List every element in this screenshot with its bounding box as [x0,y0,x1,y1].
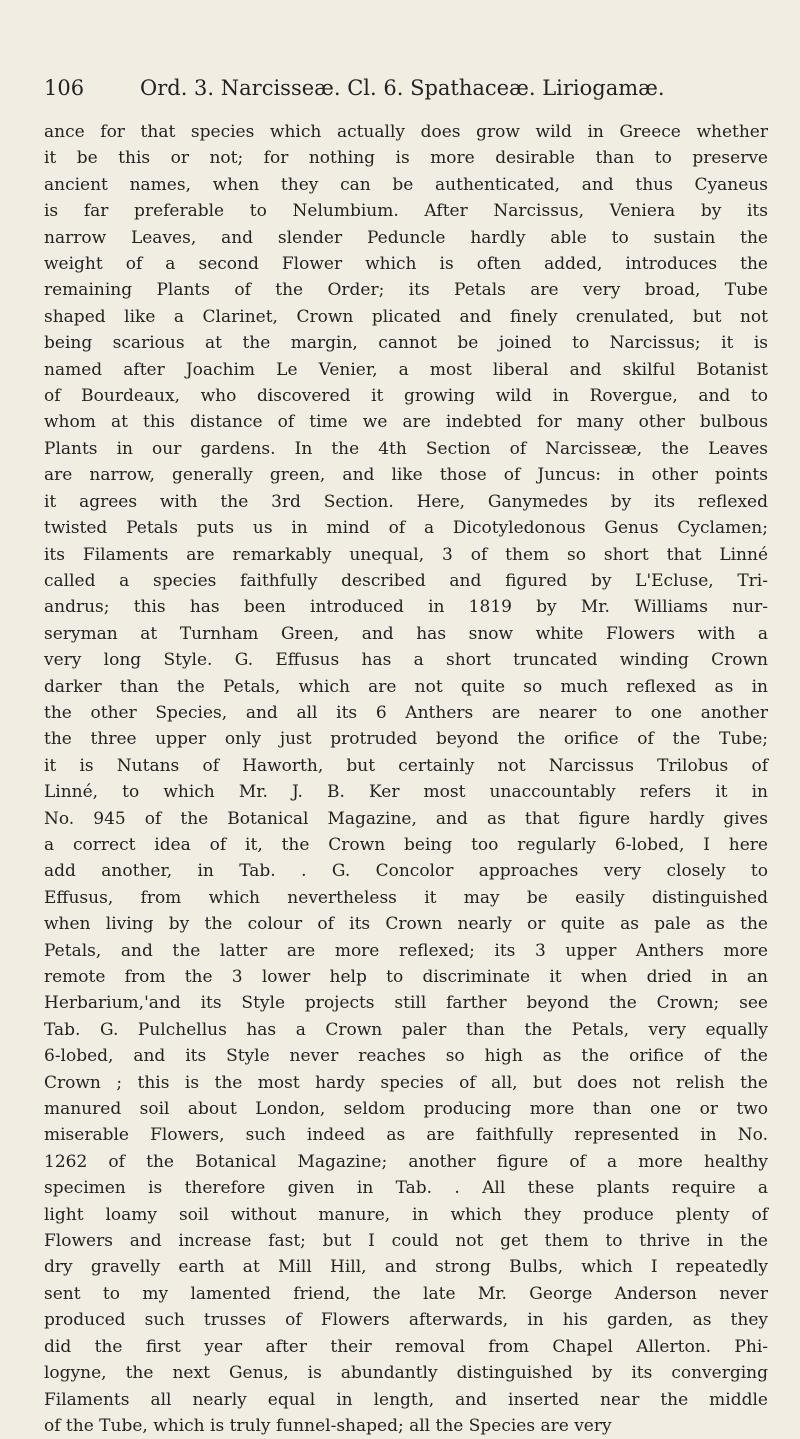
text-line: being scarious at the margin, cannot be joined to Narcissus; it is [44,333,768,354]
text-line: miserable Flowers, such indeed as are faithfully represented in No. [44,1125,768,1146]
text-line: darker than the Petals, which are not quite so much reflexed as in [44,676,768,697]
text-line: andrus; this has been introduced in 1819 by Mr. Williams nur- [44,597,768,618]
text-line: a correct idea of it, the Crown being too regularly 6-lobed, I here [44,834,768,855]
text-line: light loamy soil without manure, in which they produce plenty of [44,1204,768,1225]
text-line: ance for that species which actually does grow wild in Greece whether [44,122,768,142]
text-line: add another, in Tab. . G. Concolor approaches very closely to [44,861,768,882]
text-line: whom at this distance of time we are indebted for many other bulbous [44,412,768,433]
text-line: when living by the colour of its Crown nearly or quite as pale as the [44,914,768,935]
text-line: manured soil about London, seldom producing more than one or two [44,1099,768,1120]
text-line: it is Nutans of Haworth, but certainly not Narcissus Trilobus of [44,755,768,776]
text-line: weight of a second Flower which is often added, introduces the [44,254,768,275]
text-line: Effusus, from which nevertheless it may be easily distinguished [44,887,768,908]
body-paragraph [44,119,768,1439]
text-line: the other Species, and all its 6 Anthers are nearer to one another [44,702,768,723]
text-line: twisted Petals puts us in mind of a Dicotyledonous Genus Cyclamen; [44,518,768,539]
page-number: 106 [44,76,85,100]
text-line: Linné, to which Mr. J. B. Ker most unaccountably refers it in [44,782,768,803]
text-line: sent to my lamented friend, the late Mr. George Anderson never [44,1283,768,1304]
text-line: 1262 of the Botanical Magazine; another figure of a more healthy [44,1151,768,1172]
text-line: remaining Plants of the Order; its Petals are very broad, Tube [44,280,768,301]
text-line: very long Style. G. Effusus has a short truncated winding Crown [44,650,768,671]
text-line: Crown ; this is the most hardy species of all, but does not relish the [44,1072,768,1093]
text-line: called a species faithfully described and figured by L'Ecluse, Tri- [44,570,768,591]
text-line: dry gravelly earth at Mill Hill, and strong Bulbs, which I repeatedly [44,1257,768,1278]
text-line: Tab. G. Pulchellus has a Crown paler than the Petals, very equally [44,1019,768,1040]
text-line: Herbarium,'and its Style projects still farther beyond the Crown; see [44,993,768,1014]
text-line: the three upper only just protruded beyond the orifice of the Tube; [44,729,768,750]
text-line: did the first year after their removal from Chapel Allerton. Phi- [44,1336,768,1357]
text-line: produced such trusses of Flowers afterwards, in his garden, as they [44,1310,768,1331]
text-line: it agrees with the 3rd Section. Here, Ganymedes by its reflexed [44,491,768,512]
text-line: it be this or not; for nothing is more desirable than to preserve [44,148,768,169]
text-line: Petals, and the latter are more reflexed; its 3 upper Anthers more [44,940,768,961]
text-line: specimen is therefore given in Tab. . All these plants require a [44,1178,768,1199]
text-line: named after Joachim Le Venier, a most liberal and skilful Botanist [44,359,768,380]
text-line: remote from the 3 lower help to discriminate it when dried in an [44,967,768,987]
text-line: No. 945 of the Botanical Magazine, and as that figure hardly gives [44,808,768,829]
text-line: of the Tube, which is truly funnel-shaped; all the Species are very [44,1415,612,1436]
text-line: its Filaments are remarkably unequal, 3 of them so short that Linné [44,544,768,565]
text-line: Flowers and increase fast; but I could not get them to thrive in the [44,1231,768,1252]
text-line: 6-lobed, and its Style never reaches so high as the orifice of the [44,1046,768,1067]
text-line: seryman at Turnham Green, and has snow white Flowers with a [44,623,768,644]
text-line: logyne, the next Genus, is abundantly distinguished by its converging [44,1363,768,1384]
text-line: of Bourdeaux, who discovered it growing wild in Rovergue, and to [44,386,768,407]
text-line: is far preferable to Nelumbium. After Narcissus, Veniera by its [44,201,768,222]
page-header [44,76,768,100]
text-line: ancient names, when they can be authenticated, and thus Cyaneus [44,174,768,195]
text-line: shaped like a Clarinet, Crown plicated and finely crenulated, but not [44,306,768,327]
text-line: Plants in our gardens. In the 4th Section of Narcisseæ, the Leaves [44,438,768,459]
text-line: Filaments all nearly equal in length, and inserted near the middle [44,1389,768,1410]
running-title: Ord. 3. Narcisseæ. Cl. 6. Spathaceæ. Liriogamæ. [140,76,665,100]
text-line: are narrow, generally green, and like those of Juncus: in other points [44,465,768,486]
text-line: narrow Leaves, and slender Peduncle hardly able to sustain the [44,227,768,248]
